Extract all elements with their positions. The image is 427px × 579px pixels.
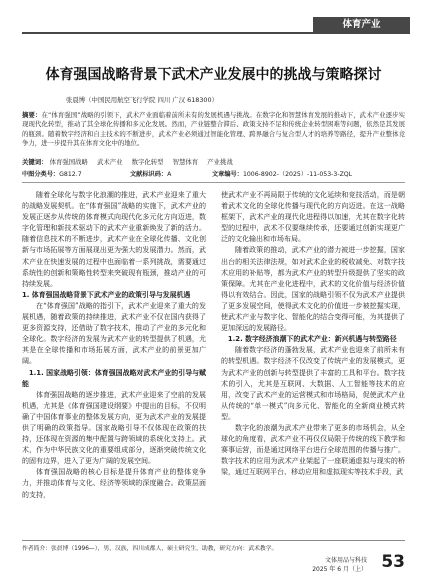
subsection-heading: 1.1. 国家战略引领：体育强国战略对武术产业的引导与赋能 <box>22 368 206 388</box>
section-tag: 体育产业 <box>313 17 410 32</box>
keywords <box>22 158 405 167</box>
body-paragraph: 体育强国战略的逐步推进，武术产业迎来了空前的发展机遇，尤其是《体育强国建设纲要》中提出的目标，不仅明确了中国体育事业的整体发展方向，更为武术产业的发展提供了明确的政策指导。国家战略引导不仅体现在政策的扶持，还体现在资源的集中配置与跨领域的系统化支持上。武术，作为中华民族文化的重要组成部分，逐渐突破传统文化的固有边界，进入了更为广阔的发展空间。 <box>22 390 206 466</box>
subsection-heading: 1.2. 数字经济浪潮下的武术产业：新兴机遇与转型路径 <box>227 335 397 344</box>
body-column-left <box>22 190 206 534</box>
body-column-right <box>221 190 405 534</box>
abstract-label: 摘要： <box>22 111 42 119</box>
header-rule <box>22 32 410 34</box>
journal-name: 文体用品与科技 <box>324 557 367 564</box>
abstract <box>22 111 405 149</box>
journal-footer <box>247 556 367 574</box>
body-paragraph: 随着政策的推动，武术产业的潜力被进一步挖掘，国家出台的相关法律法规，如对武术企业的税收减免、对数字技术应用的补贴等，都为武术产业的转型升级提供了坚实的政策保障。尤其在产业化进程中，武术的文化价值与经济价值得以有效结合。因此，国家的战略引领不仅为武术产业提供了更多发展空间，使得武术文化的价值进一步被挖掘实现，使武术产业与数字化、智能化的结合变得可能，为其提供了更加深远的发展路径。 <box>221 246 405 333</box>
body-paragraph: 数字化的浪潮为武术产业带来了更多的市场机会，从全球化的角度看，武术产业不再仅仅局限于传统的线下教学和赛事运营，而是通过网络平台进行全球范围的传播与推广。数字技术的应用为武术产业架起了一座联通虚拟与现实的桥梁，通过互联网平台、移动应用和虚拟现实等技术手段，武 <box>221 423 405 477</box>
issue-date: 2025 年 6 月（上） <box>312 566 367 573</box>
section-heading: 1. 体育强国战略背景下武术产业的政策引导与发展机遇 <box>22 290 191 299</box>
body-paragraph: 在“体育强国”战略的指引下，武术产业迎来了重大的发展机遇，随着政策的持续推进，武术产业不仅在国内获得了更多资源支持，还借助了数字技术，推动了产业的多元化和全球化。数字经济的发展为武术产业的转型提供了机遇，尤其是在全球传播和市场拓展方面，武术产业的前景更加广阔。 <box>22 301 206 366</box>
article-number <box>212 170 352 179</box>
body-paragraph: 随着数字经济的蓬勃发展，武术产业也迎来了前所未有的转型机遇。数字经济不仅改变了传统产业的发展模式，更为武术产业的创新与转型提供了丰富的工具和平台。数字技术的引入，尤其是互联网、大数据、人工智能等技术的应用，改变了武术产业的运营模式和市场格局，促使武术产业从传统的“单一模式”向多元化、智能化的全新商业模式转型。 <box>221 346 405 421</box>
keyword: 数字化转型 <box>131 158 164 166</box>
doc-code-value: A <box>167 171 172 178</box>
body-paragraph: 随着全球化与数字化浪潮的推进，武术产业迎来了重大的战略发展契机。在“体育强国”战略的实施下，武术产业的发展正逐步从传统的体育模式向现代化多元化方向迈进，数字化管理和新技术驱动下的武术产业重新焕发了新的活力。随着信息技术的不断进步，武术产业在全球化传播、文化创新与市场拓展等方面展现出更为强大的发展潜力。然而，武术产业在快速发展的过程中也面临着一系列挑战，需要通过系统性的创新和策略性转型来突破现有瓶颈，推动产业的可持续发展。 <box>22 191 206 288</box>
meta-divider <box>22 182 405 183</box>
article-no-value: 1006-8902-（2025）-11-053-3-ZQL <box>242 171 353 178</box>
body-paragraph: 体育强国战略的核心目标是提升体育产业的整体竞争力，并推动体育与文化、经济等领域的深度融合。政策层面的支持， <box>22 468 206 499</box>
clc-number <box>22 170 82 179</box>
classification-line <box>22 170 405 179</box>
article-no-label: 文章编号： <box>212 171 243 178</box>
keywords-label: 关键词： <box>22 158 48 166</box>
keyword: 体育强国战略 <box>49 158 88 166</box>
clc-value: G812.7 <box>59 171 82 178</box>
keyword: 产业挑战 <box>207 158 233 166</box>
author-line: 张晨博（中国民用航空飞行学院 四川 广汉 618300） <box>66 96 218 104</box>
doc-code-label: 文献标识码： <box>130 171 168 178</box>
keyword: 智慧体育 <box>172 158 199 166</box>
article-title: 体育强国战略背景下武术产业发展中的挑战与策略探讨 <box>45 67 382 83</box>
page-number: 53 <box>381 552 405 572</box>
clc-label: 中图分类号： <box>22 171 60 178</box>
abstract-text: 在“体育强国”战略的引领下，武术产业面临着前所未有的发展机遇与挑战。在数字化和智慧体育发展的推动下，武术产业逐步实现现代化转型，推动了其全球化传播和多元化发展。然而，产业链整合滞后、政策支持不足和传统企业转型困难等问题，依然是其发展的瓶颈。随着数字经济和自主技术的不断进步，武术产业必须通过智能化管理、跨界融合与复合型人才的培养等路径，提升产业整体竞争力，进一步提升其在体育文化中的地位。 <box>22 111 406 148</box>
footnote-rule <box>22 540 405 541</box>
body-paragraph: 使武术产业不再局限于传统的文化延续和竞技活动，而是朝着武术文化的全球化传播与现代化的方向迈进。在这一战略框架下，武术产业的现代化进程得以加速，尤其在数字化转型的过程中，武术不仅要继续传承，还要通过创新实现更广泛的文化输出和市场布局。 <box>221 191 405 244</box>
keyword: 武术产业 <box>97 158 123 166</box>
author-footnote: 作者简介：张晨博（1996—），男，汉族，四川成都人，硕士研究生，助教，研究方向：武术教学。 <box>22 546 278 552</box>
document-code <box>130 170 171 179</box>
